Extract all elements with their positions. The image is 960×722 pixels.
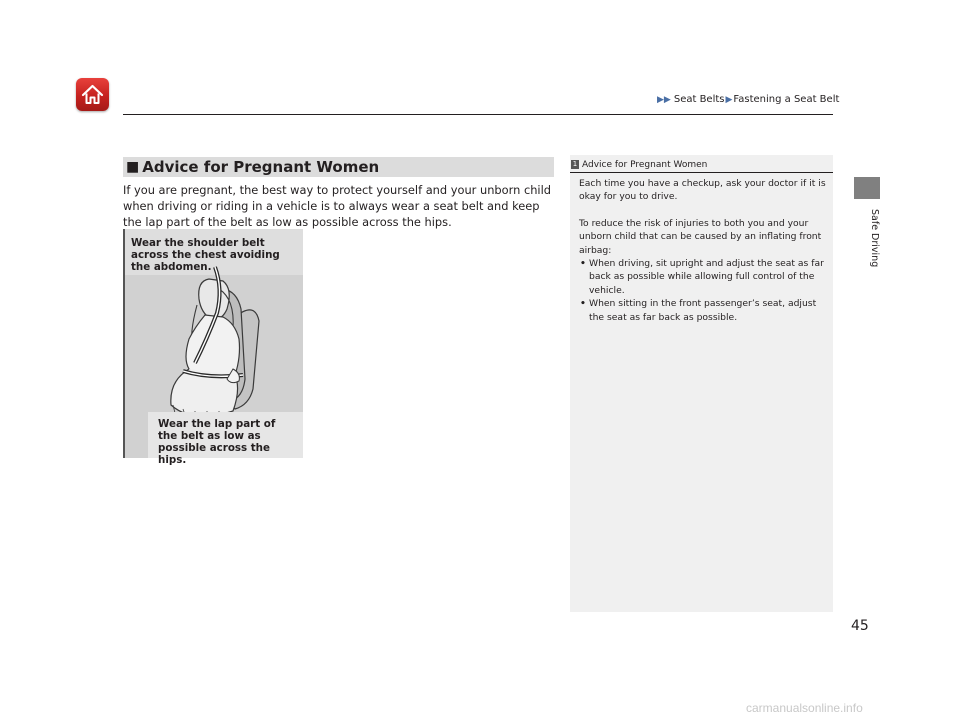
- page-number: 45: [851, 618, 869, 634]
- note-bullet: • When driving, sit upright and adjust the seat as far back as possible while allowing full control of the vehicle.: [579, 257, 827, 297]
- side-note-panel: [570, 155, 833, 612]
- header-divider: [123, 114, 833, 115]
- note-paragraph: Each time you have a checkup, ask your doctor if it is okay for you to drive.: [579, 178, 826, 203]
- note-body: [579, 177, 827, 324]
- note-number-badge: 1: [572, 160, 578, 168]
- section-heading: [123, 157, 554, 177]
- chapter-tab-label: Safe Driving: [869, 208, 880, 268]
- home-icon: [80, 82, 105, 107]
- note-header: [570, 157, 833, 173]
- breadcrumb: [656, 94, 839, 105]
- home-button[interactable]: [76, 78, 109, 111]
- double-triangle-right-icon: ▶▶: [657, 94, 671, 105]
- section-title: Advice for Pregnant Women: [142, 158, 380, 176]
- callout-lap-belt: [148, 412, 303, 466]
- watermark: carmanualsonline.info: [746, 701, 863, 715]
- note-title: Advice for Pregnant Women: [582, 159, 708, 170]
- note-bullet-list: [579, 257, 827, 324]
- note-paragraph: To reduce the risk of injuries to both you and your unborn child that can be caused by an inflating front airbag:: [579, 217, 822, 256]
- breadcrumb-item-fastening[interactable]: Fastening a Seat Belt: [733, 94, 840, 105]
- pregnant-seat-belt-figure: [123, 229, 303, 466]
- figure-border: [123, 229, 125, 458]
- callout-shoulder-belt-text: Wear the shoulder belt across the chest avoiding the abdomen.: [131, 237, 280, 273]
- breadcrumb-item-seat-belts[interactable]: Seat Belts: [673, 94, 725, 105]
- chapter-tab[interactable]: [854, 177, 880, 199]
- note-bullet: • When sitting in the front passenger’s seat, adjust the seat as far back as possible.: [579, 297, 827, 324]
- square-bullet-icon: ■: [126, 159, 140, 175]
- triangle-right-icon: ▶: [725, 94, 733, 105]
- callout-lap-belt-text: Wear the lap part of the belt as low as possible across the hips.: [158, 418, 276, 466]
- section-body: If you are pregnant, the best way to protect yourself and your unborn child when driving or riding in a vehicle is to always wear a seat belt and keep the lap part of the belt as low as possible across the hips.: [123, 183, 551, 229]
